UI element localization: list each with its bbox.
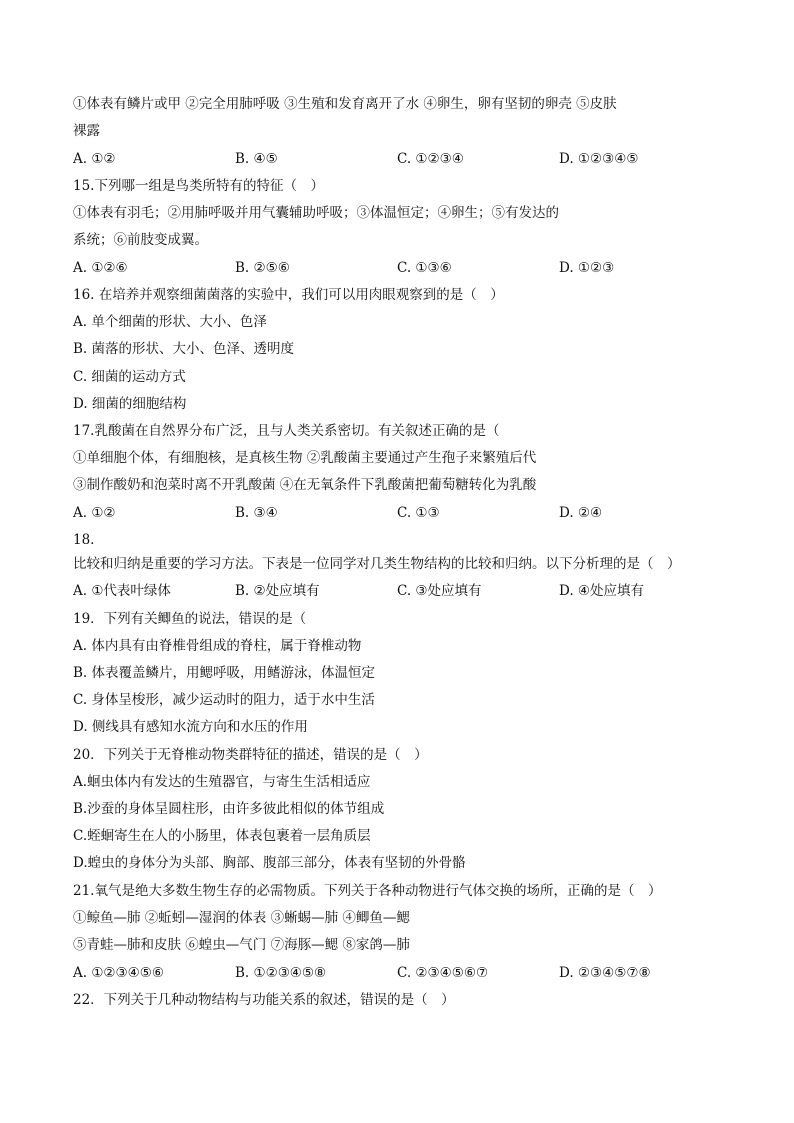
q17-stem-line2: ③制作酸奶和泡菜时离不开乳酸菌 ④在无氧条件下乳酸菌把葡萄糖转化为乳酸 <box>73 477 537 493</box>
q15-option-a: A. ①②⑥ <box>73 260 128 276</box>
q16-option-d: D. 细菌的细胞结构 <box>73 396 187 412</box>
q17-option-d: D. ②④ <box>559 505 603 521</box>
q21-option-d: D. ②③④⑤⑦⑧ <box>559 965 651 981</box>
q14-options <box>73 148 733 170</box>
q15-option-b: B. ②⑤⑥ <box>235 260 290 276</box>
q20-option-d: D.蝗虫的身体分为头部、胸部、腹部三部分，体表有坚韧的外骨骼 <box>73 855 466 871</box>
q21-title: 21.氧气是绝大多数生物生存的必需物质。下列关于各种动物进行气体交换的场所，正确的是（ ） <box>73 883 662 899</box>
q18-options <box>73 580 733 602</box>
q18-option-b: B. ②处应填有 <box>235 583 320 599</box>
q16-title: 16. 在培养并观察细菌菌落的实验中，我们可以用肉眼观察到的是（ ） <box>73 287 504 303</box>
q21-stem-line1: ①鲸鱼—肺 ②蚯蚓—湿润的体表 ③蜥蜴—肺 ④鲫鱼—鳃 <box>73 910 410 926</box>
q17-option-a: A. ①② <box>73 505 116 521</box>
q18-option-d: D. ④处应填有 <box>559 583 645 599</box>
q16-option-a: A. 单个细菌的形状、大小、色泽 <box>73 314 267 330</box>
q19-title: 19．下列有关鲫鱼的说法，错误的是（ <box>73 611 307 627</box>
q22-title: 22．下列关于几种动物结构与功能关系的叙述，错误的是（ ） <box>73 992 455 1008</box>
q18-option-a: A. ①代表叶绿体 <box>73 583 171 599</box>
q21-option-c: C. ②③④⑤⑥⑦ <box>397 965 489 981</box>
q19-option-a: A. 体内具有由脊椎骨组成的脊柱，属于脊椎动物 <box>73 638 362 654</box>
q18-option-c: C. ③处应填有 <box>397 583 482 599</box>
q19-option-c: C. 身体呈梭形，减少运动时的阻力，适于水中生活 <box>73 692 375 708</box>
q15-title: 15.下列哪一组是鸟类所特有的特征（ ） <box>73 178 324 194</box>
q15-stem-line1: ①体表有羽毛；②用肺呼吸并用气囊辅助呼吸；③体温恒定；④卵生；⑤有发达的 <box>73 205 559 221</box>
q19-option-b: B. 体表覆盖鳞片，用鳃呼吸，用鳍游泳，体温恒定 <box>73 665 376 681</box>
q18-number: 18. <box>73 532 95 548</box>
q14-option-c: C. ①②③④ <box>397 151 464 167</box>
q14-option-b: B. ④⑤ <box>235 151 278 167</box>
q16-option-c: C. 细菌的运动方式 <box>73 369 186 385</box>
q17-option-b: B. ③④ <box>235 505 278 521</box>
q20-option-a: A.蛔虫体内有发达的生殖器官，与寄生生活相适应 <box>73 774 371 790</box>
q15-stem-line2: 系统；⑥前肢变成翼。 <box>73 232 208 248</box>
q17-title: 17.乳酸菌在自然界分布广泛，且与人类关系密切。有关叙述正确的是（ <box>73 423 500 439</box>
q17-option-c: C. ①③ <box>397 505 440 521</box>
q19-option-d: D. 侧线具有感知水流方向和水压的作用 <box>73 719 308 735</box>
q14-stem-line2: 裸露 <box>73 123 100 139</box>
q15-option-c: C. ①③⑥ <box>397 260 452 276</box>
q17-options <box>73 502 733 524</box>
q21-options <box>73 962 733 984</box>
q18-title: 比较和归纳是重要的学习方法。下表是一位同学对几类生物结构的比较和归纳。以下分析理的是（ ） <box>73 556 681 572</box>
q21-stem-line2: ⑤青蛙—肺和皮肤 ⑥蝗虫—气门 ⑦海豚—鳃 ⑧家鸽—肺 <box>73 937 410 953</box>
q20-option-c: C.蛭蛔寄生在人的小肠里，体表包裹着一层角质层 <box>73 828 371 844</box>
q16-option-b: B. 菌落的形状、大小、色泽、透明度 <box>73 341 295 357</box>
q15-option-d: D. ①②③ <box>559 260 615 276</box>
q21-option-a: A. ①②③④⑤⑥ <box>73 965 164 981</box>
q20-option-b: B.沙蚕的身体呈圆柱形，由许多彼此相似的体节组成 <box>73 801 385 817</box>
q15-options <box>73 257 733 279</box>
q14-stem-line1: ①体表有鳞片或甲 ②完全用肺呼吸 ③生殖和发育离开了水 ④卵生，卵有坚韧的卵壳 ⑤皮肤 <box>73 96 617 112</box>
q20-title: 20．下列关于无脊椎动物类群特征的描述，错误的是（ ） <box>73 747 428 763</box>
q17-stem-line1: ①单细胞个体，有细胞核，是真核生物 ②乳酸菌主要通过产生孢子来繁殖后代 <box>73 450 537 466</box>
q14-option-a: A. ①② <box>73 151 116 167</box>
q21-option-b: B. ①②③④⑤⑧ <box>235 965 327 981</box>
q14-option-d: D. ①②③④⑤ <box>559 151 639 167</box>
